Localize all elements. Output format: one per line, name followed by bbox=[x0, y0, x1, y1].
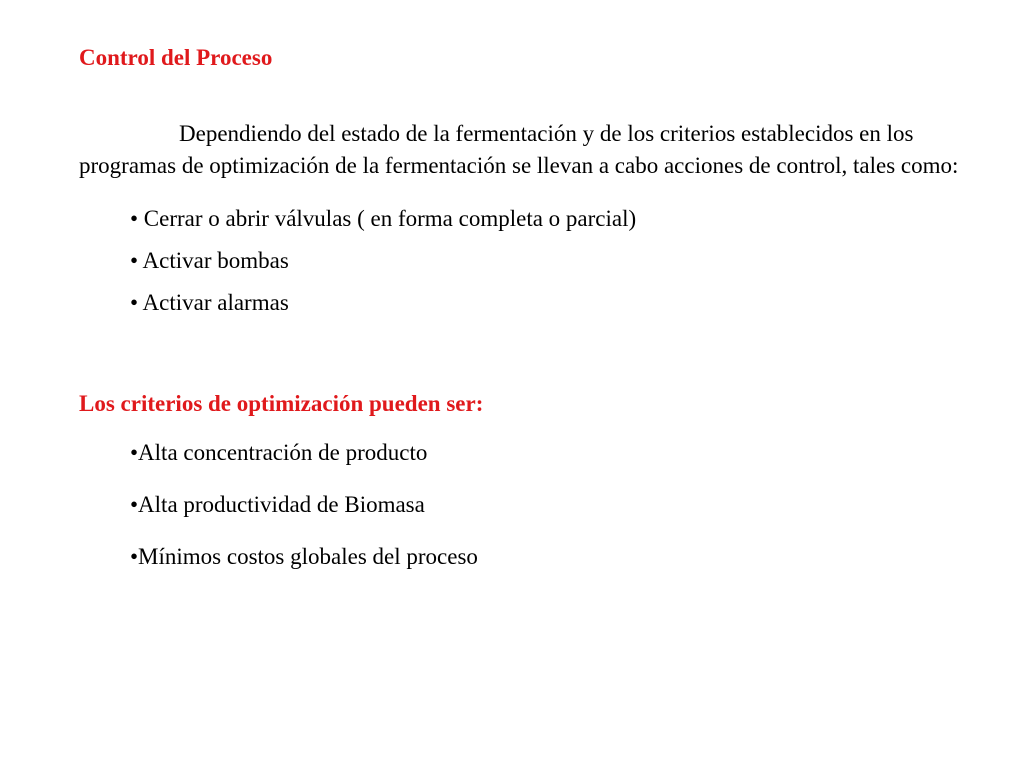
list-item: •Mínimos costos globales del proceso bbox=[130, 544, 478, 569]
list-item: • Activar bombas bbox=[130, 248, 289, 273]
control-actions-list bbox=[130, 203, 636, 329]
section-title-control: Control del Proceso bbox=[79, 45, 273, 70]
list-item: • Activar alarmas bbox=[130, 290, 289, 315]
intro-paragraph: Dependiendo del estado de la fermentación y de los criterios establecidos en los programas de optimización de la fermentación se llevan a cabo acciones de control, tales como: bbox=[79, 121, 959, 178]
list-item: •Alta concentración de producto bbox=[130, 440, 428, 465]
list-item: • Cerrar o abrir válvulas ( en forma completa o parcial) bbox=[130, 206, 637, 231]
optimization-criteria-list bbox=[130, 437, 478, 593]
section-title-criteria: Los criterios de optimización pueden ser: bbox=[79, 391, 484, 416]
list-item: •Alta productividad de Biomasa bbox=[130, 492, 425, 517]
